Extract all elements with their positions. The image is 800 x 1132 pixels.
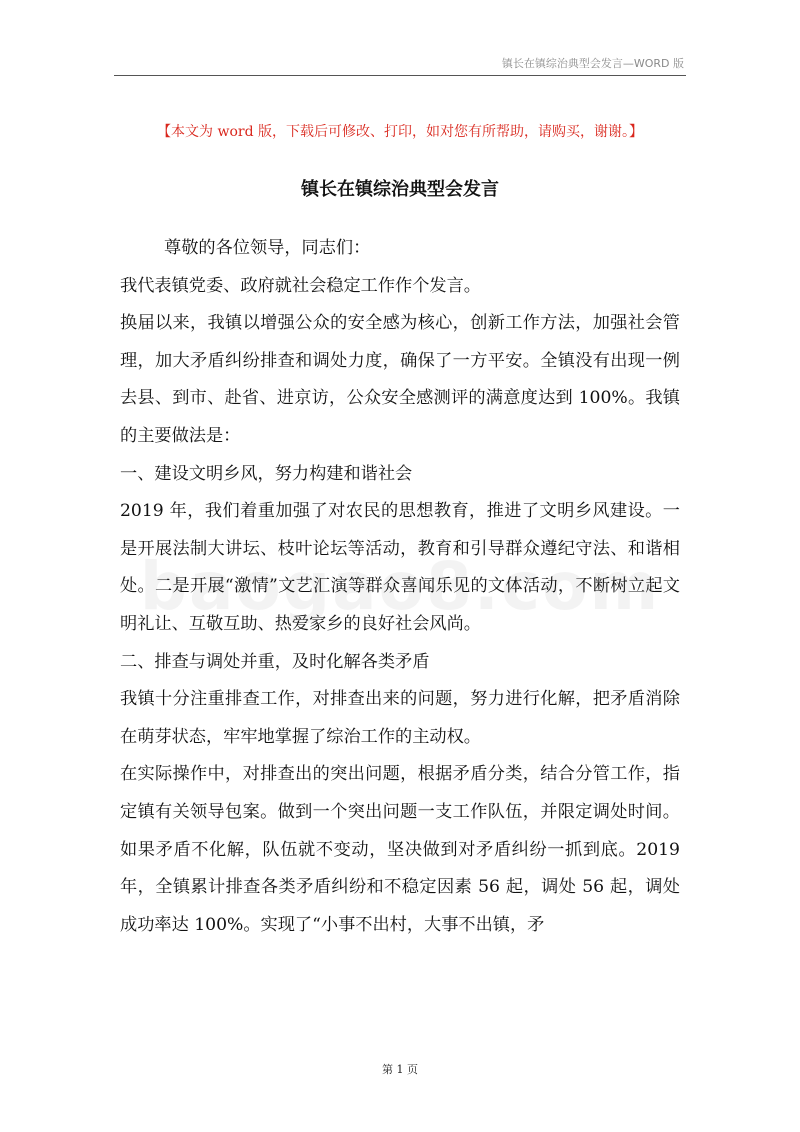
body-paragraph: 换届以来，我镇以增强公众的安全感为核心，创新工作方法，加强社会管理，加大矛盾纠纷排查和调处力度，确保了一方平安。全镇没有出现一例去县、到市、赴省、进京访，公众安全感测评的满意度达到 100%。我镇的主要做法是：	[120, 313, 680, 446]
salutation: 尊敬的各位领导，同志们：	[164, 238, 371, 258]
body-paragraph: 我代表镇党委、政府就社会稳定工作作个发言。	[120, 275, 481, 296]
document-title: 镇长在镇综治典型会发言	[301, 179, 499, 200]
body-paragraph: 2019 年，我们着重加强了对农民的思想教育，推进了文明乡风建设。一是开展法制大讲坛、枝叶论坛等活动，教育和引导群众遵纪守法、和谐相处。二是开展“激情”文艺汇演等群众喜闻乐见的文体活动，不断树立起文明礼让、互敬互助、热爱家乡的良好社会风尚。	[120, 501, 680, 634]
purchase-notice: 【本文为 word 版，下载后可修改、打印，如对您有所帮助，请购买，谢谢。】	[157, 124, 643, 140]
body-paragraph: 在实际操作中，对排查出的突出问题，根据矛盾分类，结合分管工作，指定镇有关领导包案。做到一个突出问题一支工作队伍，并限定调处时间。如果矛盾不化解，队伍就不变动，坚决做到对矛盾纠纷一抓到底。2019 年，全镇累计排查各类矛盾纠纷和不稳定因素 56 起，调处 56 起，调处成功率达 100%。实现了“小事不出村，大事不出镇，矛	[120, 764, 680, 935]
page-number: 第 1 页	[382, 1063, 418, 1076]
document-body	[120, 230, 680, 944]
running-header: 镇长在镇综治典型会发言—WORD 版	[501, 57, 684, 70]
header-divider	[114, 75, 686, 76]
body-paragraph: 我镇十分注重排查工作，对排查出来的问题，努力进行化解，把矛盾消除在萌芽状态，牢牢地掌握了综治工作的主动权。	[120, 689, 680, 747]
section-heading: 一、建设文明乡风，努力构建和谐社会	[120, 463, 413, 484]
section-heading: 二、排查与调处并重，及时化解各类矛盾	[120, 651, 430, 672]
